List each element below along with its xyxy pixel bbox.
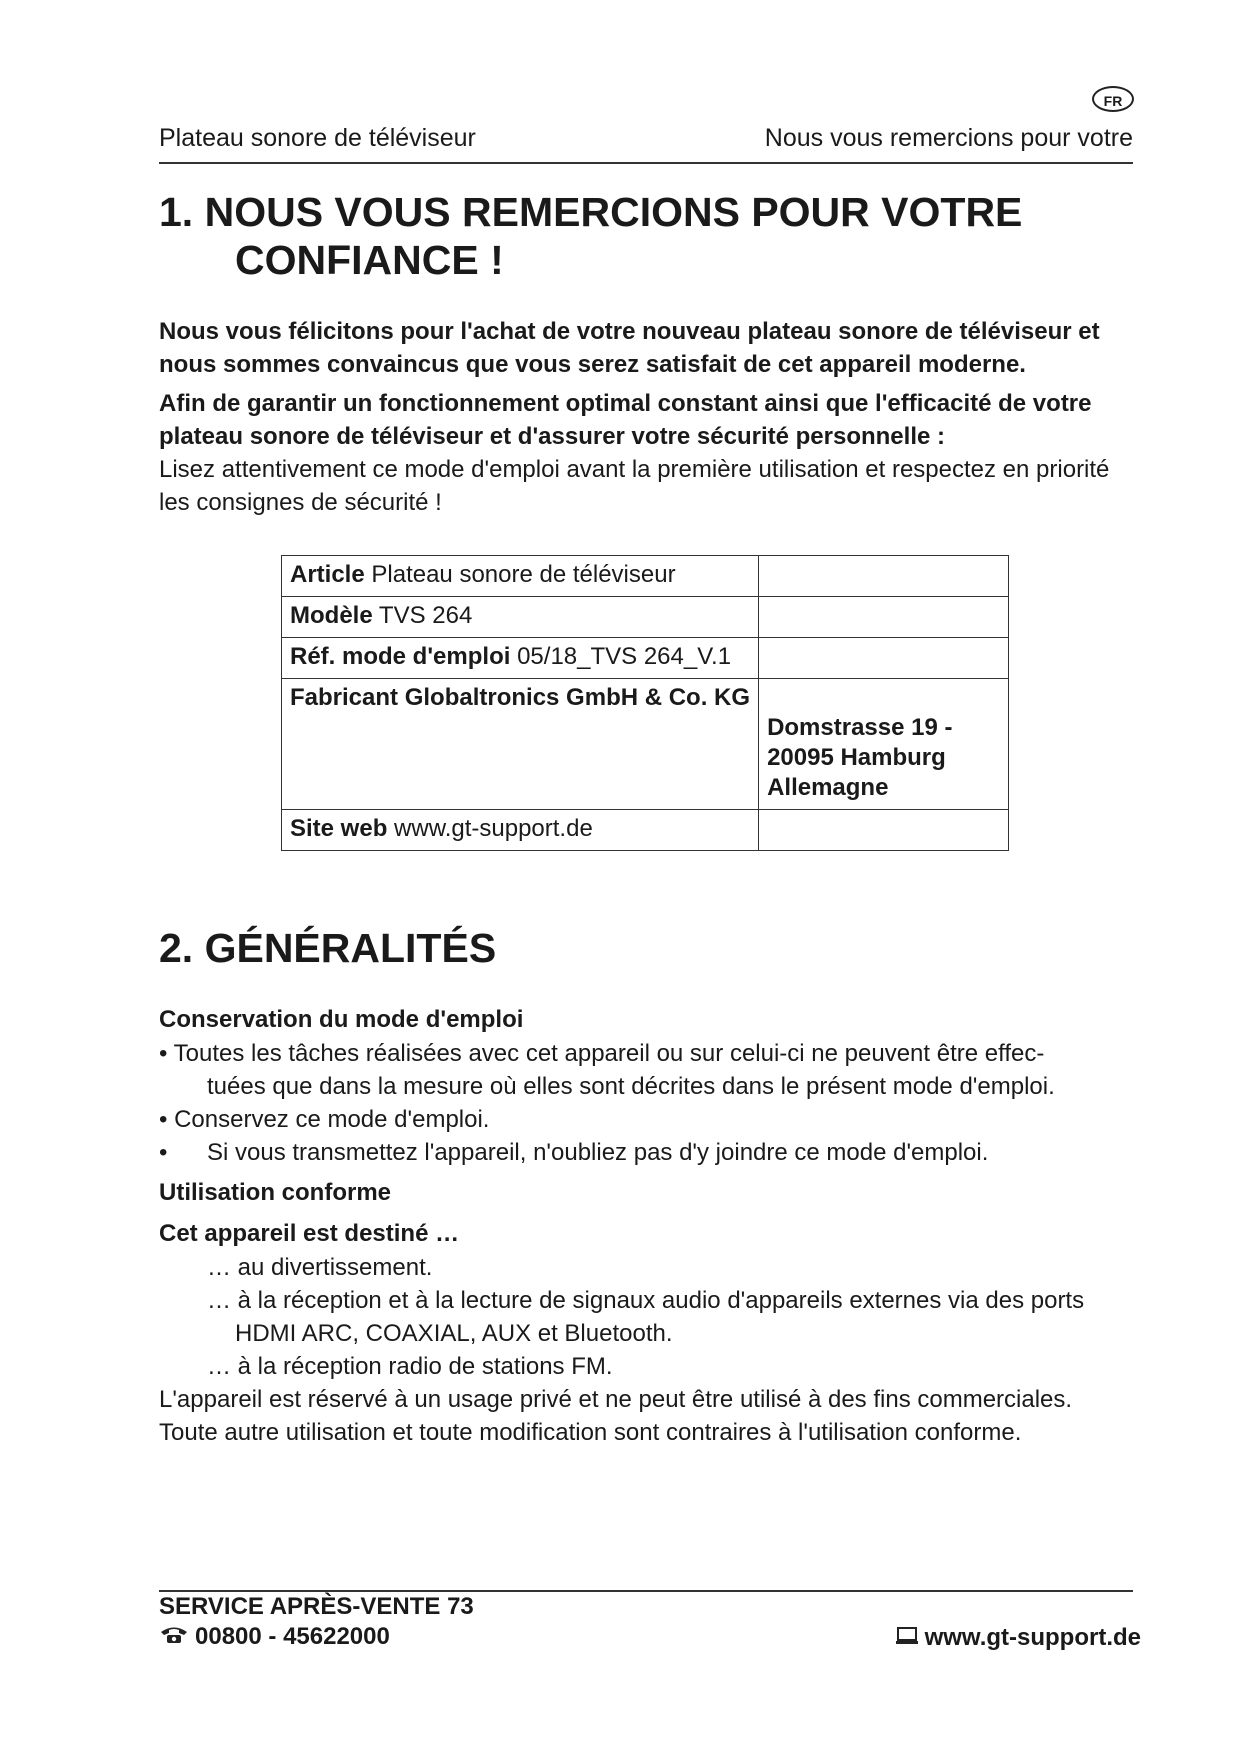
bullet-marker: • — [159, 1139, 168, 1166]
intro-paragraph-2: Afin de garantir un fonctionnement optimal constant ainsi que l'efficacité de votre plateau sonore de téléviseur et d'assurer votre sécurité personnelle : — [159, 390, 1092, 450]
table-row — [282, 679, 1009, 810]
list-item: … à la réception et à la lecture de signaux audio d'appareils externes via des ports — [207, 1287, 1085, 1314]
ref-label: Réf. mode d'emploi — [290, 643, 511, 670]
table-row — [282, 556, 1009, 597]
maker-address-cell — [759, 679, 1009, 810]
maker-label: Fabricant — [290, 684, 399, 711]
subheading-conservation: Conservation du mode d'emploi — [159, 1006, 524, 1033]
table-cell — [759, 638, 1009, 679]
language-badge: FR — [1092, 86, 1134, 112]
table-cell — [759, 810, 1009, 851]
intro-paragraph-1: Nous vous félicitons pour l'achat de votre nouveau plateau sonore de téléviseur et nous sommes convaincus que vous serez satisfait de cet appareil moderne. — [159, 318, 1100, 378]
closing-line-1: L'appareil est réservé à un usage privé et ne peut être utilisé à des fins commerciales. — [159, 1386, 1073, 1413]
article-value: Plateau sonore de téléviseur — [371, 561, 676, 588]
model-cell — [282, 597, 759, 638]
subheading-usage: Utilisation conforme — [159, 1179, 392, 1206]
conservation-list — [159, 1037, 1139, 1169]
model-value: TVS 264 — [378, 602, 473, 629]
web-value: www.gt-support.de — [394, 815, 593, 842]
section2-heading: 2. GÉNÉRALITÉS — [159, 925, 497, 971]
list-item-continuation: HDMI ARC, COAXIAL, AUX et Bluetooth. — [235, 1320, 673, 1347]
closing-line-2: Toute autre utilisation et toute modification sont contraires à l'utilisation conforme. — [159, 1419, 1022, 1446]
section1-heading-line2: CONFIANCE ! — [235, 237, 504, 283]
model-label: Modèle — [290, 602, 373, 629]
ref-value: 05/18_TVS 264_V.1 — [517, 643, 732, 670]
footer-phone — [159, 1623, 390, 1652]
footer-service-label: SERVICE APRÈS-VENTE 73 — [159, 1593, 474, 1620]
phone-number: 00800 - 45622000 — [195, 1623, 390, 1650]
header-right-title: Nous vous remercions pour votre — [764, 124, 1133, 152]
list-item: • Toutes les tâches réalisées avec cet appareil ou sur celui-ci ne peuvent être effec- — [159, 1040, 1045, 1067]
product-info-table — [281, 555, 1009, 851]
list-item — [159, 1136, 1139, 1169]
maker-cell — [282, 679, 759, 810]
footer-website — [895, 1624, 1141, 1653]
ref-cell — [282, 638, 759, 679]
list-item-continuation: tuées que dans la mesure où elles sont décrites dans le présent mode d'emploi. — [207, 1073, 1055, 1100]
maker-address-country: Allemagne — [767, 774, 889, 801]
footer-divider — [159, 1590, 1133, 1592]
list-item: … à la réception radio de stations FM. — [207, 1353, 613, 1380]
table-cell — [759, 597, 1009, 638]
table-row — [282, 597, 1009, 638]
web-cell — [282, 810, 759, 851]
list-item: … au divertissement. — [207, 1254, 433, 1281]
section1-heading — [159, 188, 1022, 284]
usage-list — [159, 1251, 1149, 1449]
computer-icon — [895, 1625, 919, 1653]
telephone-icon — [159, 1624, 189, 1652]
list-item: • Conservez ce mode d'emploi. — [159, 1106, 490, 1133]
table-row — [282, 638, 1009, 679]
website-url[interactable]: www.gt-support.de — [924, 1624, 1141, 1651]
article-cell — [282, 556, 759, 597]
maker-value-name: Globaltronics GmbH & Co. KG — [404, 684, 751, 711]
table-row — [282, 810, 1009, 851]
web-label: Site web — [290, 815, 388, 842]
section1-heading-line1: 1. NOUS VOUS REMERCIONS POUR VOTRE — [159, 189, 1023, 235]
maker-address-street: Domstrasse 19 - 20095 Hamburg — [767, 714, 953, 771]
list-item-text: Si vous transmettez l'appareil, n'oubliez pas d'y joindre ce mode d'emploi. — [207, 1139, 989, 1166]
table-cell — [759, 556, 1009, 597]
header-divider — [159, 162, 1133, 164]
header-left-title: Plateau sonore de téléviseur — [159, 124, 476, 152]
subheading-destined: Cet appareil est destiné … — [159, 1220, 460, 1247]
intro-paragraph-3: Lisez attentivement ce mode d'emploi avant la première utilisation et respectez en priorité les consignes de sécurité ! — [159, 456, 1110, 516]
article-label: Article — [290, 561, 365, 588]
